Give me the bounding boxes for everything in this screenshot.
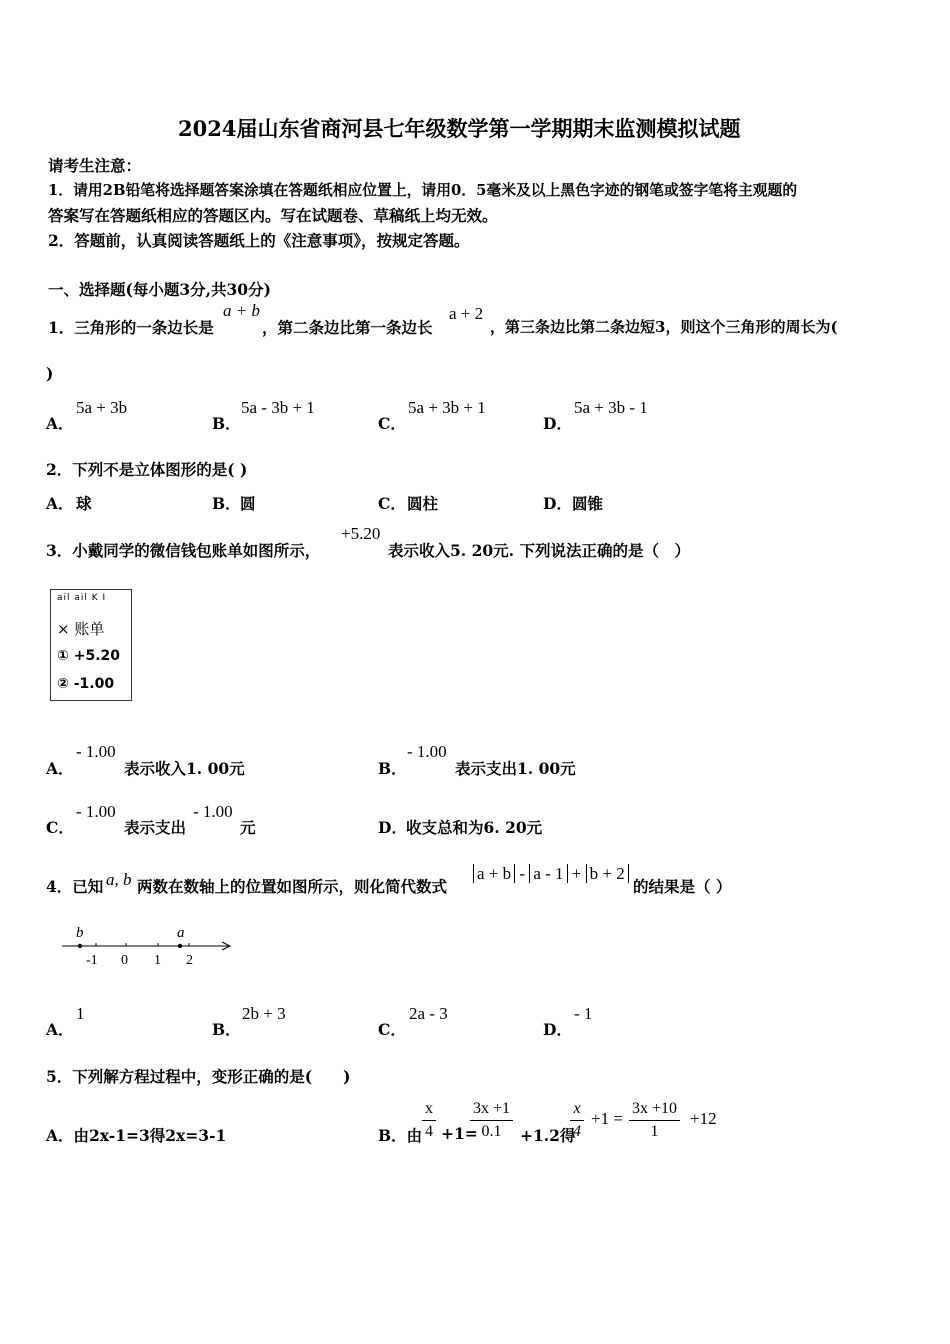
q4-option-b: 2b + 3 bbox=[242, 1004, 286, 1023]
q4-mid: 两数在数轴上的位置如图所示，则化简代数式 bbox=[137, 877, 448, 896]
fraction-2-numerator: 3x +1 bbox=[470, 1098, 513, 1121]
fraction-1-numerator: x bbox=[422, 1098, 436, 1121]
q5-stem: 5．下列解方程过程中，变形正确的是( ) bbox=[46, 1067, 351, 1086]
notice-line-2: 2．答题前，认真阅读答题纸上的《注意事项》，按规定答题。 bbox=[48, 231, 470, 250]
q5-option-b-label: B．由 bbox=[378, 1126, 423, 1145]
q2-option-c-label: C． bbox=[378, 494, 406, 513]
q1-option-a: 5a + 3b bbox=[76, 398, 128, 417]
q4-suffix: 的结果是（ ） bbox=[633, 877, 732, 896]
q4-plus: + bbox=[571, 864, 582, 883]
q3-option-c-text-2: 元 bbox=[240, 818, 256, 837]
bill-item-1: ① +5.20 bbox=[57, 648, 120, 664]
q4-prefix: 4．已知 bbox=[46, 877, 104, 896]
bill-status-bar: ail ail K I bbox=[57, 593, 107, 603]
bill-item-2: ② -1.00 bbox=[57, 676, 115, 692]
section-heading: 一、选择题(每小题3分,共30分) bbox=[48, 280, 271, 299]
fraction-2-denominator: 0.1 bbox=[481, 1123, 502, 1140]
q4-option-d-label: D． bbox=[543, 1020, 572, 1039]
fraction-3-denominator: 4 bbox=[573, 1123, 581, 1140]
q3-option-a-math: - 1.00 bbox=[76, 742, 116, 761]
q4-option-c: 2a - 3 bbox=[409, 1004, 448, 1023]
q1-math-1: a + b bbox=[223, 301, 260, 320]
tick-label-1: -1 bbox=[86, 953, 98, 968]
q1-option-c-label: C． bbox=[378, 414, 406, 433]
tick-label-2: 0 bbox=[121, 953, 128, 968]
q3-option-c-label: C． bbox=[46, 818, 74, 837]
point-a bbox=[178, 944, 182, 948]
q3-option-d-label: D． bbox=[378, 818, 407, 837]
fraction-1-denominator: 4 bbox=[425, 1123, 433, 1140]
q1-option-b: 5a - 3b + 1 bbox=[241, 398, 315, 417]
q2-option-a: 球 bbox=[76, 494, 92, 513]
q4-option-c-label: C． bbox=[378, 1020, 406, 1039]
q1-suffix: ，第三条边比第二条边短3，则这个三角形的周长为( bbox=[490, 318, 838, 336]
q2-option-d: 圆锥 bbox=[572, 494, 604, 513]
q1-mid: ，第二条边比第一条边长 bbox=[262, 318, 433, 337]
q2-option-d-label: D． bbox=[543, 494, 572, 513]
q3-prefix: 3．小戴同学的微信钱包账单如图所示， bbox=[46, 541, 321, 560]
q5-plus-1-2: +1.2得 bbox=[520, 1126, 576, 1145]
q4-option-a: 1 bbox=[76, 1004, 85, 1023]
point-b bbox=[78, 944, 82, 948]
q5-plus-1: +1 = bbox=[591, 1109, 623, 1128]
q3-option-b-label: B． bbox=[378, 759, 407, 778]
q4-expression bbox=[473, 864, 629, 884]
page-title: 2024届山东省商河县七年级数学第一学期期末监测模拟试题 bbox=[178, 116, 741, 141]
q3-suffix: 表示收入5. 20元. 下列说法正确的是（ ） bbox=[388, 541, 690, 560]
q2-option-a-label: A． bbox=[46, 494, 74, 513]
q3-option-b-text: 表示支出1. 00元 bbox=[455, 759, 576, 778]
notice-line-1: 1．请用2B铅笔将选择题答案涂填在答题纸相应位置上，请用0．5毫米及以上黑色字迹的钢笔或签字笔将主观题的 bbox=[48, 182, 798, 199]
q4-option-a-label: A． bbox=[46, 1020, 74, 1039]
q4-vars: a, b bbox=[106, 870, 132, 889]
q1-option-d-label: D． bbox=[543, 414, 572, 433]
q4-abs-1: a + b bbox=[473, 864, 515, 883]
tick-label-4: 2 bbox=[186, 953, 193, 968]
label-b: b bbox=[76, 925, 84, 941]
notice-heading: 请考生注意： bbox=[48, 156, 142, 175]
q4-abs-2: a - 1 bbox=[529, 864, 567, 883]
q5-plus-1-eq: +1= bbox=[441, 1124, 478, 1143]
bill-header: × 账单 bbox=[57, 620, 105, 638]
q1-option-c: 5a + 3b + 1 bbox=[408, 398, 486, 417]
q4-abs-3: b + 2 bbox=[586, 864, 629, 883]
fraction-4-denominator: 1 bbox=[650, 1123, 659, 1140]
q3-option-c-math-1: - 1.00 bbox=[76, 802, 116, 821]
q1-option-b-label: B． bbox=[212, 414, 241, 433]
q5-fraction-2 bbox=[470, 1098, 513, 1143]
fraction-3-numerator: x bbox=[570, 1098, 583, 1121]
q3-option-a-label: A． bbox=[46, 759, 74, 778]
fraction-4-numerator: 3x +10 bbox=[629, 1098, 680, 1121]
tick-label-3: 1 bbox=[154, 953, 161, 968]
number-line bbox=[58, 922, 238, 970]
q2-option-b-label: B． bbox=[212, 494, 241, 513]
q1-option-d: 5a + 3b - 1 bbox=[574, 398, 648, 417]
label-a: a bbox=[177, 925, 185, 941]
q1-option-a-label: A． bbox=[46, 414, 74, 433]
q2-stem: 2．下列不是立体图形的是( ) bbox=[46, 460, 248, 479]
q5-fraction-4 bbox=[629, 1098, 680, 1143]
q5-tail: +12 bbox=[690, 1109, 717, 1128]
wechat-bill-image bbox=[50, 589, 132, 701]
q3-option-d-text: 收支总和为6. 20元 bbox=[406, 818, 543, 837]
q5-fraction-1 bbox=[422, 1098, 436, 1143]
q3-option-a-text: 表示收入1. 00元 bbox=[124, 759, 245, 778]
q3-option-b-math: - 1.00 bbox=[407, 742, 447, 761]
q2-option-c: 圆柱 bbox=[407, 494, 439, 513]
q4-option-d: - 1 bbox=[574, 1004, 593, 1023]
q5-fraction-3 bbox=[570, 1098, 584, 1143]
q3-math: +5.20 bbox=[341, 524, 381, 543]
q1-close: ) bbox=[46, 364, 54, 383]
q2-option-b: 圆 bbox=[240, 494, 256, 513]
q1-math-2: a + 2 bbox=[449, 304, 484, 323]
q4-option-b-label: B． bbox=[212, 1020, 241, 1039]
q3-option-c-math-2: - 1.00 bbox=[193, 802, 233, 821]
q5-option-a: A．由2x-1=3得2x=3-1 bbox=[46, 1126, 227, 1145]
q4-minus: - bbox=[519, 864, 526, 883]
notice-line-1b: 答案写在答题纸相应的答题区内。写在试题卷、草稿纸上均无效。 bbox=[48, 206, 498, 225]
q1-prefix: 1．三角形的一条边长是 bbox=[48, 318, 214, 337]
q3-option-c-text-1: 表示支出 bbox=[124, 818, 187, 837]
